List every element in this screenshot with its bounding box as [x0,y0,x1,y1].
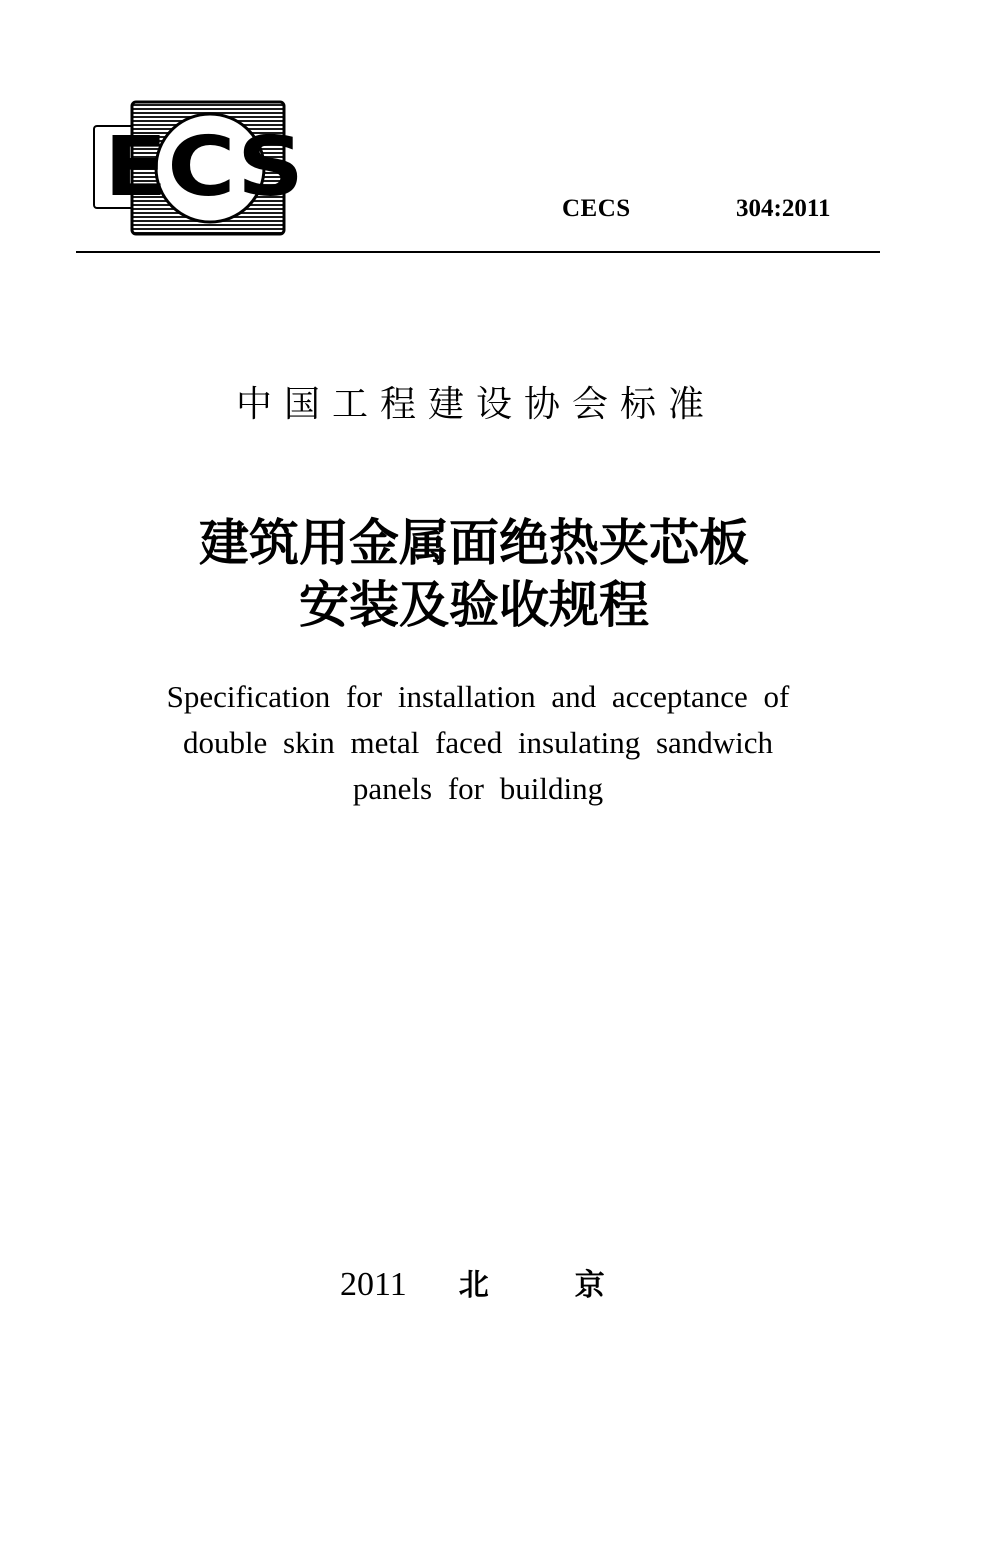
ecs-logo-icon [92,100,314,238]
svg-text:ECS: ECS [104,120,304,215]
chinese-title-line-2: 安装及验收规程 [299,576,649,634]
publication-year: 2011 [340,1266,407,1303]
english-title-line-2: double skin metal faced insulating sandwich [182,725,774,760]
header-divider [76,251,880,253]
publication-imprint [340,1260,691,1304]
english-title [0,674,956,812]
standard-code: CECS [562,195,631,222]
standard-number: 304:2011 [736,195,831,222]
publication-city: 北京 [458,1268,691,1303]
english-title-line-3: panels for building [352,771,604,806]
chinese-title [0,512,948,636]
english-title-line-1: Specification for installation and acceptance of [166,679,790,714]
chinese-title-line-1: 建筑用金属面绝热夹芯板 [199,514,749,572]
association-name: 中国工程建设协会标准 [235,384,716,425]
